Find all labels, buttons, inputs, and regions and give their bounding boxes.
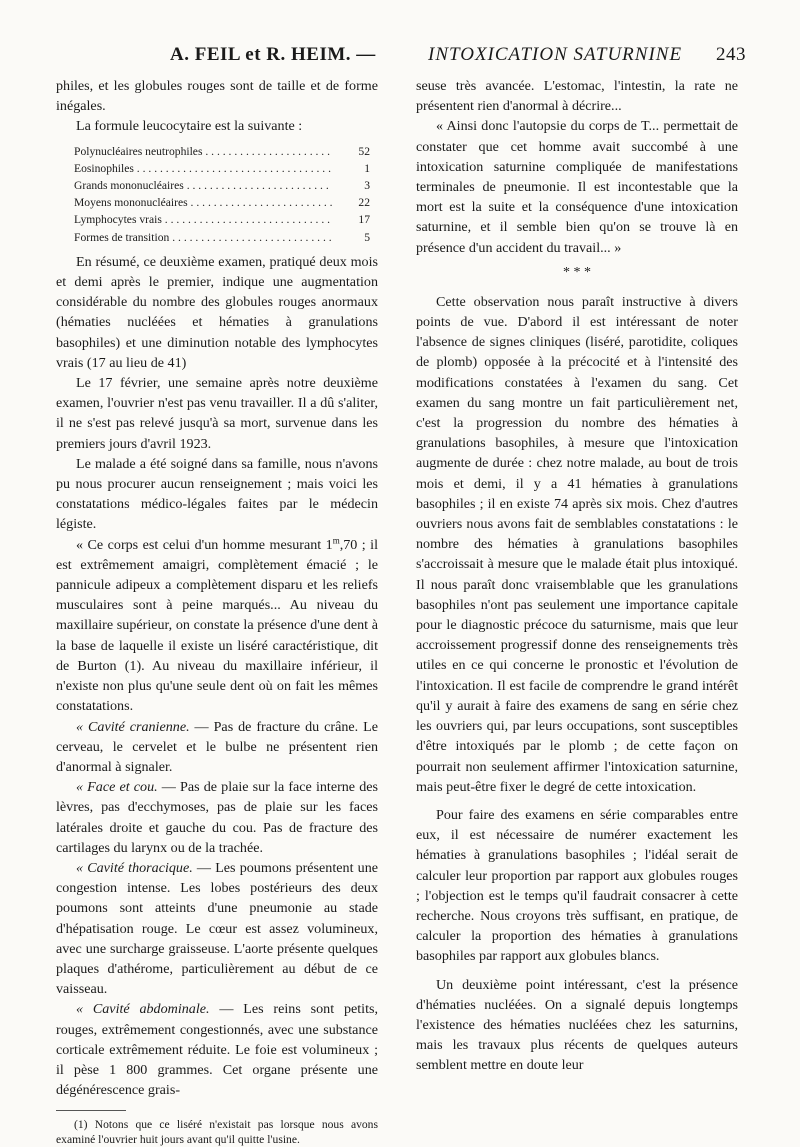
table-label: Polynucléaires neutrophiles . . . (74, 143, 332, 160)
table-value: 3 (364, 179, 370, 193)
paragraph: Un deuxième point intéressant, c'est la présence d'hématies nucléées. On a signalé depuis longtemps l'existence des hématies nucléées chez les saturnins, mais les travaux plus récents de quelques auteurs semblent mettre en doute leur (416, 976, 738, 1074)
table-row (74, 177, 378, 194)
leucocyte-formula-table (74, 143, 378, 246)
table-label: Lymphocytes vrais . . . (74, 211, 332, 228)
paragraph (56, 535, 378, 717)
section-heading: « Cavité thoracique. (76, 859, 193, 876)
table-value: 5 (364, 230, 370, 244)
text-run: « Ce corps est celui d'un homme mesurant 1 (76, 536, 333, 553)
text-run: — Les reins sont petits, rouges, extrêmement congestionnés, avec une substance corticale extrêmement réduite. Le foie est volumineux ; il pèse 1 800 grammes. Cet organe présente une dégénérescence grais- (56, 1001, 379, 1099)
paragraph: Cette observation nous paraît instructive à divers points de vue. D'abord il est intéressant de noter l'absence de signes cliniques (liséré, parotidite, coliques de plomb) opposée à la précocité et à l'intensité des modifications constatées à l'examen du sang. Cet examen du sang montre un fait particulièrement net, c'est la progression du nombre des hématies à granulations basophiles, à mesure que l'intoxication augmente de durée : chez notre malade, au bout de trois mois et demi, il y a 41 hématies à granulations basophiles ; il en existe 74 après six mois. Chez d'autres ouvriers nous avons fait de semblables constatations : le nombre des hématies à granulations basophiles s'accroissait à mesure que le malade était plus intoxiqué. Il nous paraît donc vraisemblable que les granulations basophiles n'ont pas seulement une importance capitale pour le diagnostic précoce du saturnisme, mais que leur accroissement progressif donne des renseignements très utiles en ce qui concerne le pronostic et l'évolution de l'intoxication. Il est facile de comprendre le grand intérêt qu'il y aurait à faire des examens de sang en série chez les ouvriers qui, par leurs occupations, sont susceptibles d'être intoxiqués par le plomb ; de cette façon on pourrait non seulement affirmer l'intoxication saturnine, mais peut-être fixer le degré de cette intoxication. (416, 293, 738, 795)
paragraph: « Ainsi donc l'autopsie du corps de T... permettait de constater que cet homme avait succombé à une intoxication saturnine compliquée de manifestations terminales de pneumonie. Il est incontestable que la mort est la suite et la conséquence d'une intoxication saturnine, et il semble bien qu'on se trouve là en présence d'un accident du travail... » (416, 118, 738, 256)
section-heading: « Cavité abdominale. (76, 1001, 210, 1018)
table-value: 22 (358, 196, 370, 210)
table-row (74, 211, 378, 228)
paragraph: philes, et les globules rouges sont de taille et de forme inégales. (56, 78, 378, 115)
table-value: 52 (358, 144, 370, 158)
text-run: — Les poumons présentent une congestion intense. Les lobes postérieurs des deux poumons sont atteints d'une pneumonie au stade d'hépatisation rouge. Le cœur est assez volumineux, avec une surcharge graisseuse. L'aorte présente quelques plaques d'athérome, particulièrement au début de ce vaisseau. (56, 859, 378, 998)
left-column (56, 76, 378, 1147)
paragraph: La formule leucocytaire est la suivante : (76, 118, 303, 135)
paragraph (56, 858, 378, 999)
text-run: ,70 ; il est extrêmement amaigri, complètement émacié ; le pannicule adipeux a complètement disparu et les reliefs musculaires sont à peine marqués... Au niveau du maxillaire supérieur, on constate la présence d'une dent à la base de laquelle il existe un liséré caractéristique, dit de Burton (1). Au niveau du maxillaire inférieur, il n'existe non plus qu'une seule dent où on fait les mêmes constatations. (56, 536, 379, 715)
section-heading: « Face et cou. (76, 779, 158, 796)
paragraph: Le malade a été soigné dans sa famille, nous n'avons pu nous procurer aucun renseignement ; mais voici les constatations médico-légales faites par le médecin légiste. (56, 455, 378, 533)
header-authors: A. FEIL et R. HEIM. — (170, 44, 376, 65)
text-run: — Pas de plaie sur la face interne des lèvres, pas d'ecchymoses, pas de plaie sur les faces latérales droite et gauche du cou. Pas de fracture des cartilages du larynx ou de la trachée. (56, 779, 378, 856)
right-column (416, 76, 738, 1076)
table-label: Eosinophiles . . . (74, 160, 332, 177)
paragraph: En résumé, ce deuxième examen, pratiqué deux mois et demi après le premier, indique une augmentation considérable du nombre des globules rouges anormaux (hématies nucléées et hématies à granulations basophiles) et une diminution notable des lymphocytes vrais (17 au lieu de 41) (56, 253, 378, 371)
footnote-rule (56, 1110, 126, 1111)
paragraph: Le 17 février, une semaine après notre deuxième examen, l'ouvrier n'est pas venu travailler. Il a dû s'aliter, il ne s'est pas relevé jusqu'à sa mort, survenue dans les premiers jours d'avril 1923. (56, 375, 378, 452)
text-run: — Pas de fracture du crâne. Le cerveau, le cervelet et le bulbe ne présentent rien d'anormal à signaler. (56, 718, 378, 775)
paragraph: Pour faire des examens en série comparables entre eux, il est nécessaire de numérer exactement les hématies à granulations basophiles ; l'idéal serait de calculer leur proportion par rapport aux globules rouges ; l'objection est le temps qu'il faudrait consacrer à cette recherche. Nous croyons très suffisant, en pratique, de calculer la proportion des hématies à granulations basophiles par rapport aux globules blancs. (416, 806, 738, 965)
superscript: m (332, 534, 340, 545)
section-break-asterisks: * * * (563, 264, 591, 280)
table-row (74, 160, 378, 177)
table-row (74, 143, 378, 160)
table-label: Grands mononucléaires . . . (74, 177, 332, 194)
footnote: (1) Notons que ce liséré n'existait pas lorsque nous avons examiné l'ouvrier huit jours avant qu'il quitte l'usine. (56, 1118, 378, 1147)
paragraph: seuse très avancée. L'estomac, l'intestin, la rate ne présentent rien d'anormal à décrire... (416, 78, 738, 115)
table-label: Moyens mononucléaires . . . (74, 194, 332, 211)
table-label: Formes de transition . . . (74, 229, 332, 246)
paragraph (56, 717, 378, 778)
header-separator: — (356, 44, 376, 65)
paragraph (56, 777, 378, 858)
section-heading: « Cavité cranienne. (76, 718, 190, 735)
table-row (74, 229, 378, 246)
paragraph (56, 999, 378, 1100)
table-value: 17 (358, 213, 370, 227)
table-row (74, 194, 378, 211)
header-title: INTOXICATION SATURNINE (428, 44, 683, 65)
table-value: 1 (364, 161, 370, 175)
page-number: 243 (716, 44, 746, 65)
